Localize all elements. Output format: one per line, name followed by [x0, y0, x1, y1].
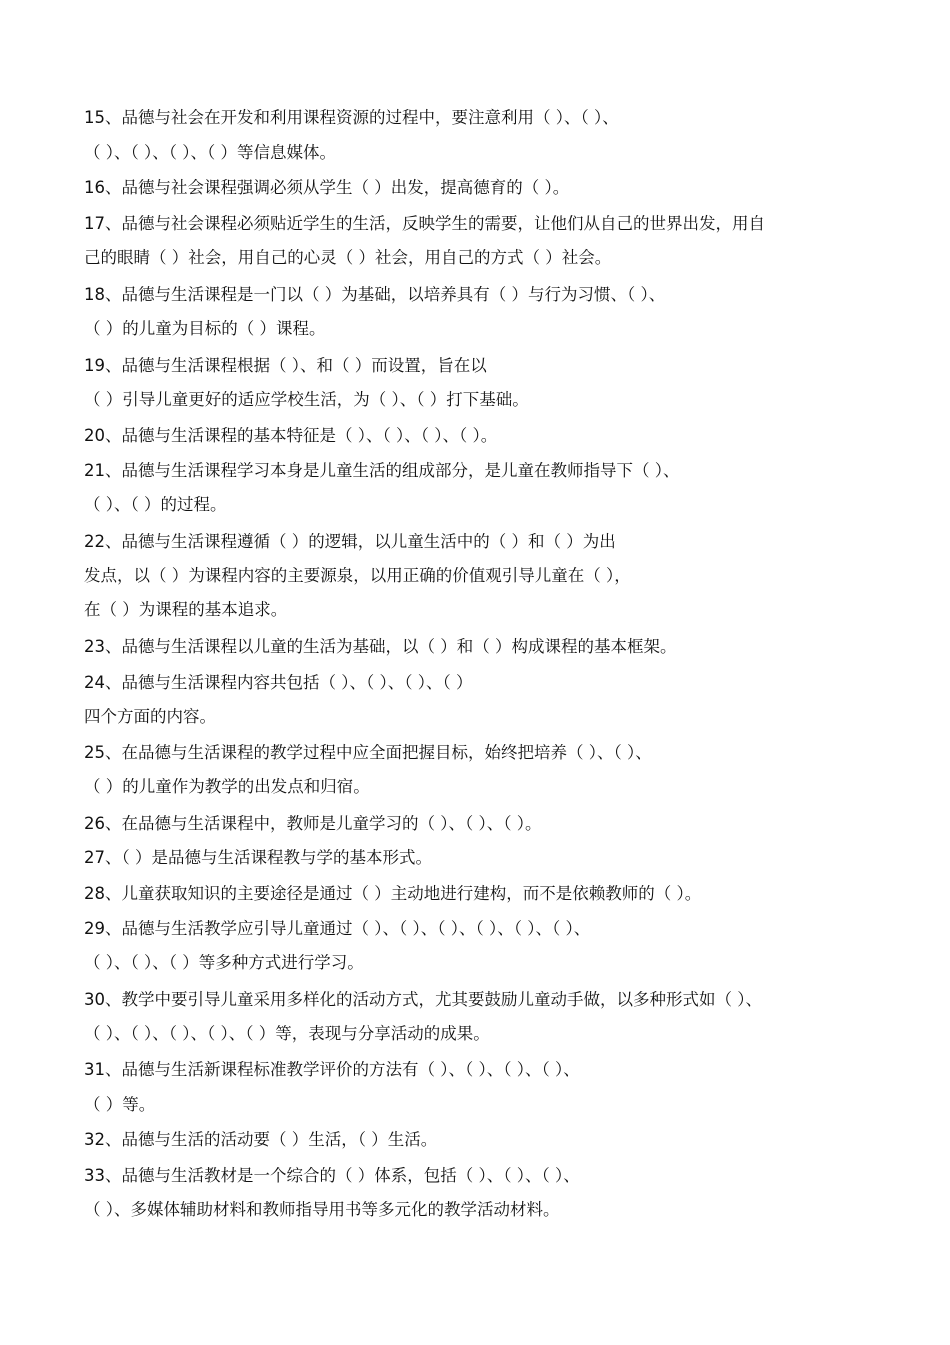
question-21-line-1: 21、品德与生活课程学习本身是儿童生活的组成部分，是儿童在教师指导下（ ）、	[84, 461, 680, 480]
question-32-line-1: 32、品德与生活的活动要（ ）生活，（ ）生活。	[84, 1130, 438, 1149]
question-30-line-2: （ ）、（ ）、（ ）、（ ）、（ ）等，表现与分享活动的成果。	[84, 1024, 490, 1043]
question-15-line-1: 15、品德与社会在开发和利用课程资源的过程中，要注意利用（ ）、（ ）、	[84, 108, 619, 127]
question-16-line-1: 16、品德与社会课程强调必须从学生（ ）出发，提高德育的（ ）。	[84, 178, 570, 197]
question-33-line-1: 33、品德与生活教材是一个综合的（ ）体系，包括（ ）、（ ）、（ ）、	[84, 1166, 580, 1185]
question-18-line-1: 18、品德与生活课程是一门以（ ）为基础，以培养具有（ ）与行为习惯、（ ）、	[84, 285, 666, 304]
question-31-line-2: （ ）等。	[84, 1095, 156, 1114]
question-25-line-2: （ ）的儿童作为教学的出发点和归宿。	[84, 777, 370, 796]
question-19-line-1: 19、品德与生活课程根据（ ）、和（ ）而设置，旨在以	[84, 356, 487, 375]
question-26-line-1: 26、在品德与生活课程中，教师是儿童学习的（ ）、（ ）、（ ）。	[84, 814, 542, 833]
question-24-line-2: 四个方面的内容。	[84, 707, 216, 726]
question-24-line-1: 24、品德与生活课程内容共包括（ ）、（ ）、（ ）、（ ）	[84, 673, 473, 692]
question-22-line-3: 在（ ）为课程的基本追求。	[84, 600, 288, 619]
question-31-line-1: 31、品德与生活新课程标准教学评价的方法有（ ）、（ ）、（ ）、（ ）、	[84, 1060, 580, 1079]
question-33-line-2: （ ）、多媒体辅助材料和教师指导用书等多元化的教学活动材料。	[84, 1200, 560, 1219]
question-18-line-2: （ ）的儿童为目标的（ ）课程。	[84, 319, 326, 338]
question-21-line-2: （ ）、（ ）的过程。	[84, 495, 227, 514]
question-22-line-2: 发点，以（ ）为课程内容的主要源泉，以用正确的价值观引导儿童在（ ），	[84, 566, 631, 585]
question-28-line-1: 28、儿童获取知识的主要途径是通过（ ）主动地进行建构，而不是依赖教师的（ ）。	[84, 884, 702, 903]
question-17-line-2: 己的眼睛（ ）社会，用自己的心灵（ ）社会，用自己的方式（ ）社会。	[84, 248, 612, 267]
question-23-line-1: 23、品德与生活课程以儿童的生活为基础，以（ ）和（ ）构成课程的基本框架。	[84, 637, 677, 656]
question-15-line-2: （ ）、（ ）、（ ）、（ ）等信息媒体。	[84, 143, 336, 162]
question-29-line-1: 29、品德与生活教学应引导儿童通过（ ）、（ ）、（ ）、（ ）、（ ）、（ ）、	[84, 919, 591, 938]
question-27-line-1: 27、（ ）是品德与生活课程教与学的基本形式。	[84, 848, 432, 867]
question-20-line-1: 20、品德与生活课程的基本特征是（ ）、（ ）、（ ）、（ ）。	[84, 426, 498, 445]
question-22-line-1: 22、品德与生活课程遵循（ ）的逻辑，以儿童生活中的（ ）和（ ）为出	[84, 532, 616, 551]
question-19-line-2: （ ）引导儿童更好的适应学校生活，为（ ）、（ ）打下基础。	[84, 390, 529, 409]
question-29-line-2: （ ）、（ ）、（ ）等多种方式进行学习。	[84, 953, 364, 972]
question-30-line-1: 30、教学中要引导儿童采用多样化的活动方式，尤其要鼓励儿童动手做，以多种形式如（ ）、	[84, 990, 762, 1009]
question-17-line-1: 17、品德与社会课程必须贴近学生的生活，反映学生的需要，让他们从自己的世界出发，用自	[84, 214, 765, 233]
question-25-line-1: 25、在品德与生活课程的教学过程中应全面把握目标，始终把培养（ ）、（ ）、	[84, 743, 652, 762]
